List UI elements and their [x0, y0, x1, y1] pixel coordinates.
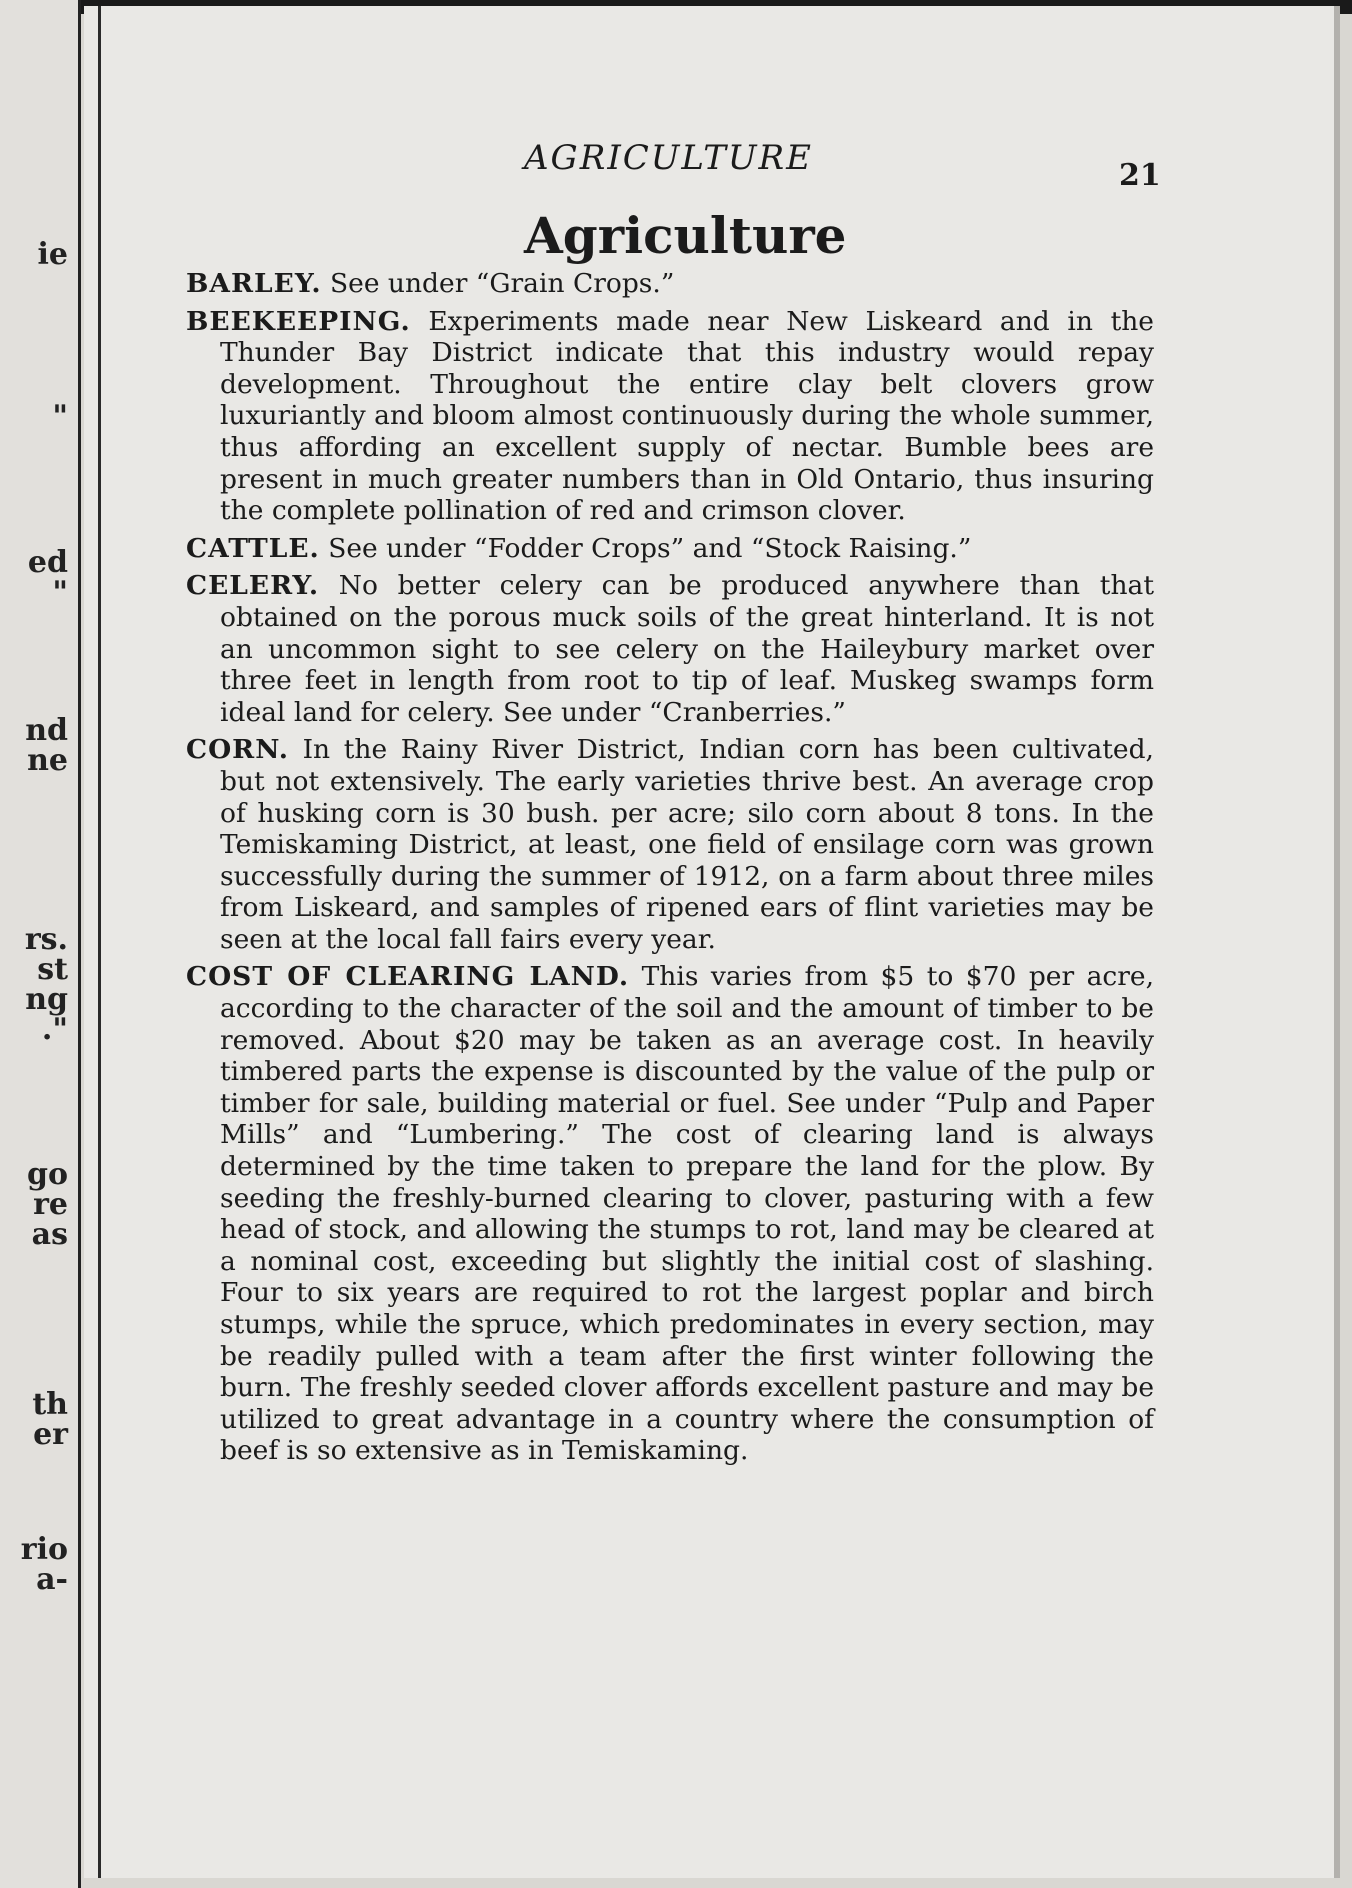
facing-page-fragment: rio a-: [20, 1532, 68, 1597]
entry-text: This varies from $5 to $70 per acre, according to the character of the soil and the amount of timber to be removed. About $20 may be taken as an average cost. In heavily timbered parts the expense is discounted by the value of the pulp or timber for sale, building material or fuel. See under “Pulp and Paper Mills” and “Lumbering.” The cost of clearing land is always determined by the time taken to prepare the land for the plow. By seeding the freshly-burned clearing to clover, pasturing with a few head of stock, and allowing the stumps to rot, land may be cleared at a nominal cost, exceeding but slightly the initial cost of slashing. Four to six years are required to rot the largest poplar and birch stumps, while the spruce, which predominates in every section, may be readily pulled with a team after the first winter following the burn. The freshly seeded clover affords excellent pasture and may be utilized to great advantage in a country where the consumption of beef is so extensive as in Temiskaming.: [220, 961, 1154, 1467]
entry-text: See under “Fodder Crops” and “Stock Raising.”: [328, 532, 972, 564]
entry-cattle: [186, 533, 1154, 565]
entry-cost-of-clearing-land: [186, 961, 1154, 1467]
entry-text: No better celery can be produced anywhere than that obtained on the porous muck soils of the great hinterland. It is not an uncommon sight to see celery on the Haileybury market over three feet in length from root to tip of leaf. Muskeg swamps form ideal land for celery. See under “Cranberries.”: [220, 570, 1154, 728]
page-gutter-line: [98, 6, 101, 1878]
facing-page-fragment: rs. st ng .": [24, 922, 68, 1047]
entry-celery: [186, 570, 1154, 728]
page-number: 21: [1119, 158, 1161, 193]
entry-term: CORN.: [186, 734, 289, 766]
facing-page-edge: [0, 0, 81, 1888]
page-title: Agriculture: [524, 206, 847, 265]
entry-list: [186, 268, 1154, 1473]
entry-corn: [186, 734, 1154, 955]
facing-page-fragment: th er: [32, 1387, 68, 1452]
entry-text: Experiments made near New Liskeard and in the Thunder Bay District indicate that this industry would repay development. Throughout the entire clay belt clovers grow luxuriantly and bloom almost continuously during the whole summer, thus affording an excellent supply of nectar. Bumble bees are present in much greater numbers than in Old Ontario, thus insuring the complete pollination of red and crimson clover.: [220, 305, 1154, 527]
entry-term: COST OF CLEARING LAND.: [186, 961, 630, 993]
entry-barley: [186, 268, 1154, 300]
entry-term: CELERY.: [186, 570, 320, 602]
entry-beekeeping: [186, 306, 1154, 527]
facing-page-fragment: ed ": [27, 545, 68, 610]
entry-term: BEEKEEPING.: [186, 305, 411, 337]
facing-page-fragment: go re as: [27, 1157, 68, 1252]
running-head: AGRICULTURE: [524, 138, 813, 178]
entry-text: In the Rainy River District, Indian corn has been cultivated, but not extensively. The early varieties thrive best. An average crop of husking corn is 30 bush. per acre; silo corn about 8 tons. In the Temiskaming District, at least, one field of ensilage corn was grown successfully during the summer of 1912, on a farm about three miles from Liskeard, and samples of ripened ears of flint varieties may be seen at the local fall fairs every year.: [220, 734, 1154, 955]
facing-page-fragment: ie: [37, 237, 68, 272]
facing-page-fragment: nd ne: [25, 713, 68, 778]
facing-page-fragment: ": [52, 399, 68, 434]
entry-text: See under “Grain Crops.”: [329, 268, 675, 299]
entry-term: BARLEY.: [186, 268, 322, 299]
book-page: [84, 6, 1340, 1878]
entry-term: CATTLE.: [186, 532, 320, 564]
